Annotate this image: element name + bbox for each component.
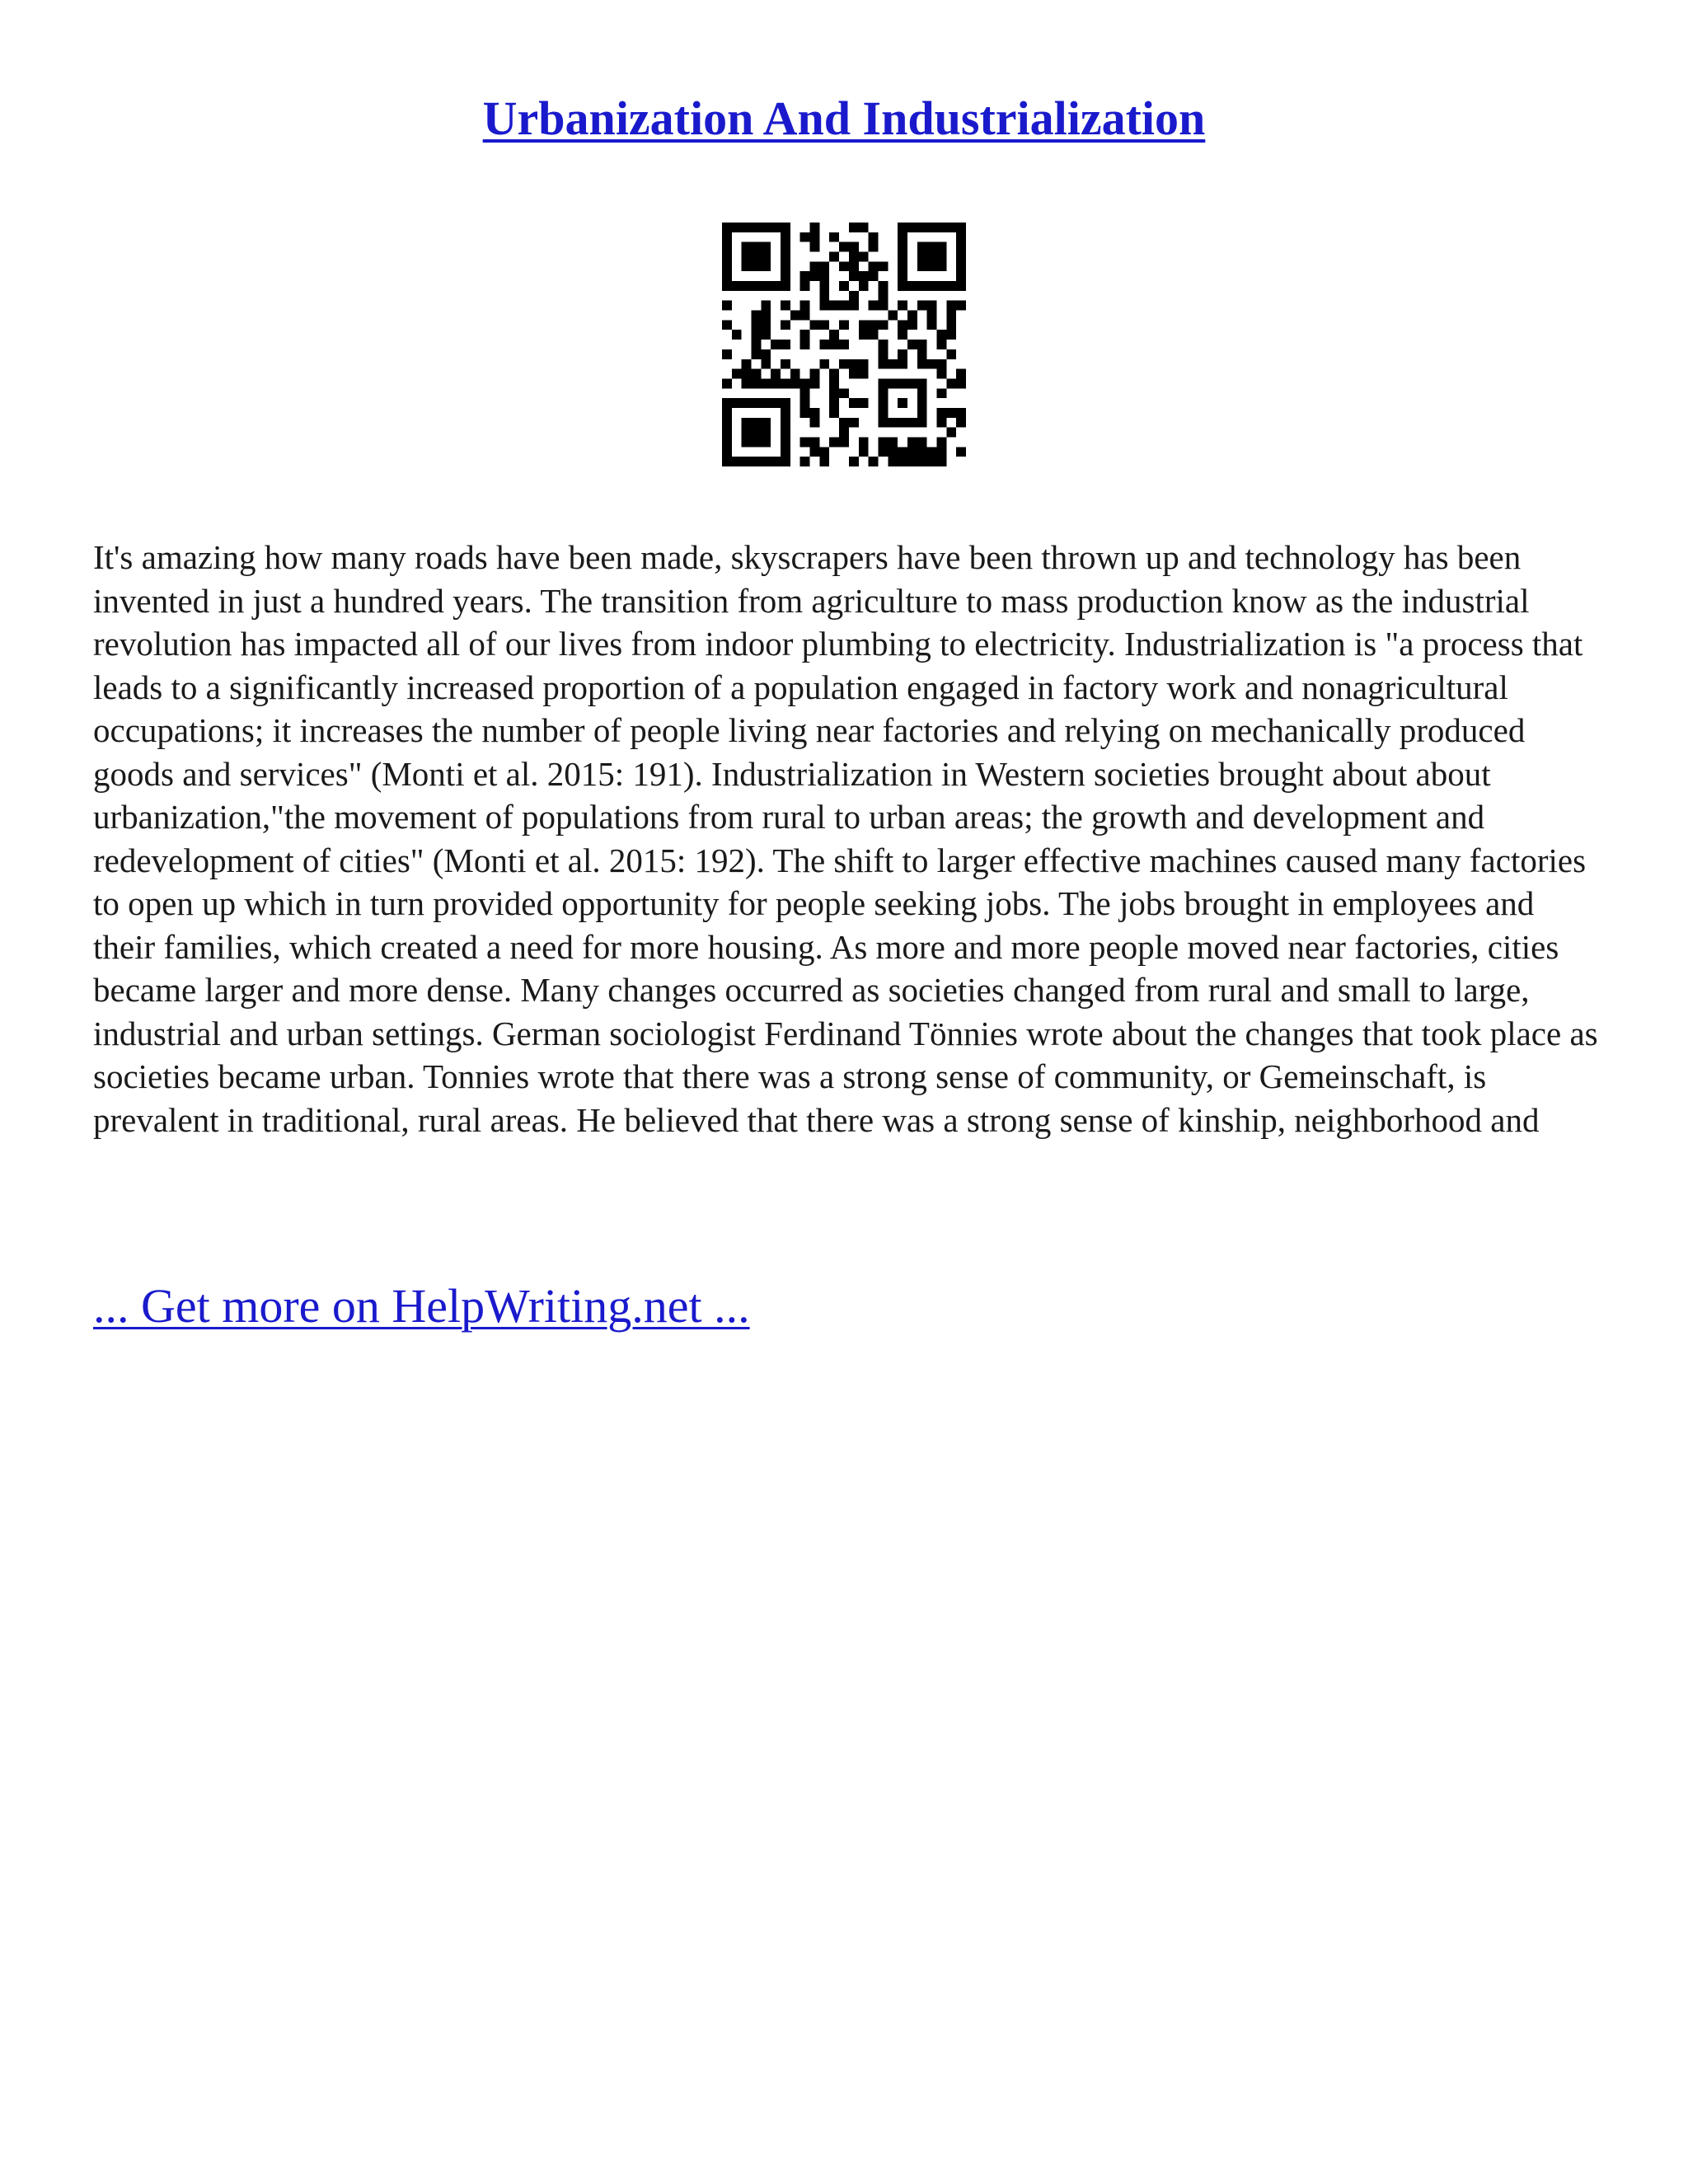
more-link-line: [93, 1277, 750, 1335]
get-more-link[interactable]: ... Get more on HelpWriting.net ...: [93, 1279, 750, 1333]
qr-code-icon: [722, 223, 966, 466]
page-title: [0, 89, 1688, 148]
title-link[interactable]: Urbanization And Industrialization: [482, 91, 1206, 145]
essay-body: It's amazing how many roads have been made, skyscrapers have been thrown up and technology has been invented in just a hundred years. The transition from agriculture to mass production know as the industrial revolution has impacted all of our lives from indoor plumbing to electricity. Industrialization is "a process that leads to a significantly increased proportion of a population engaged in factory work and nonagricultural occupations; it increases the number of people living near factories and relying on mechanically produced goods and services" (Monti et al. 2015: 191). Industrialization in Western societies brought about about urbanization,"the movement of populations from rural to urban areas; the growth and development and redevelopment of cities" (Monti et al. 2015: 192). The shift to larger effective machines caused many factories to open up which in turn provided opportunity for people seeking jobs. The jobs brought in employees and their families, which created a need for more housing. As more and more people moved near factories, cities became larger and more dense. Many changes occurred as societies changed from rural and small to large, industrial and urban settings. German sociologist Ferdinand Tönnies wrote about the changes that took place as societies became urban. Tonnies wrote that there was a strong sense of community, or Gemeinschaft, is prevalent in traditional, rural areas. He believed that there was a strong sense of kinship, neighborhood and: [93, 538, 1598, 1139]
